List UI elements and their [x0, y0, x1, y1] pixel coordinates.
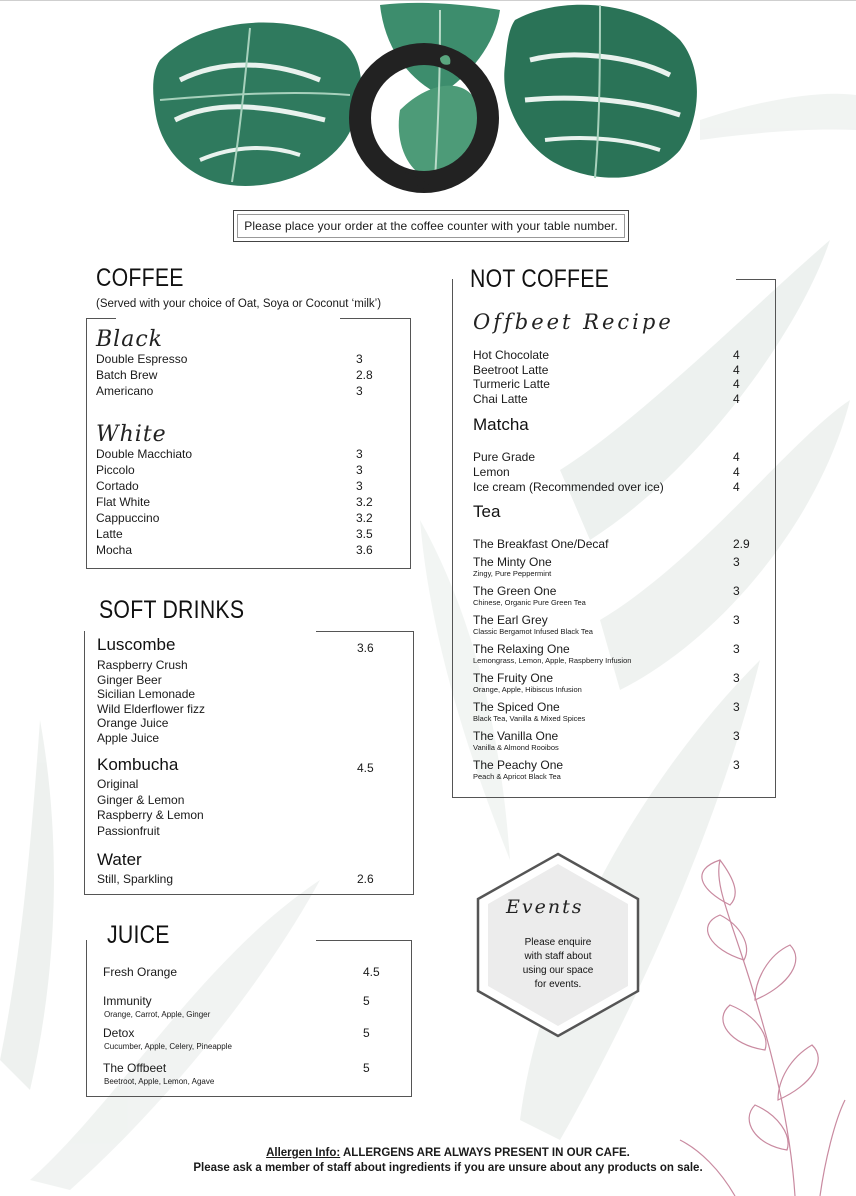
tea-item-price: 3 [733, 613, 740, 627]
kombucha-list-item: Original [97, 777, 139, 791]
water-heading: Water [97, 850, 142, 869]
monstera-leaf-right [504, 5, 697, 178]
matcha-list-item-price: 4 [733, 479, 740, 494]
offbeet-list-item-name: Chai Latte [473, 391, 528, 406]
tea-item-price: 2.9 [733, 537, 750, 551]
allergen-warning: ALLERGENS ARE ALWAYS PRESENT IN OUR CAFE. [340, 1147, 630, 1159]
luscombe-list-item: Raspberry Crush [97, 658, 188, 672]
matcha-list-item-name: Lemon [473, 464, 510, 479]
juice-item-desc: Orange, Carrot, Apple, Ginger [104, 1010, 211, 1019]
tea-item-price: 3 [733, 729, 740, 743]
tea-item-desc: Chinese, Organic Pure Green Tea [473, 598, 586, 607]
tea-heading: Tea [473, 502, 501, 521]
juice-item-price: 5 [363, 994, 370, 1008]
offbeet-list-item-price: 4 [733, 377, 740, 392]
juice-item-name: The Offbeet [103, 1061, 167, 1075]
white-list-item-name: Mocha [96, 543, 133, 557]
luscombe-list-item: Sicilian Lemonade [97, 687, 196, 702]
matcha-list-item-name: Pure Grade [473, 450, 536, 464]
black-list-item-price: 3 [356, 384, 363, 398]
tea-item-name: The Green One [473, 584, 557, 598]
white-list-item-price: 3 [356, 479, 363, 493]
order-notice-text: Please place your order at the coffee counter with your table number. [244, 219, 618, 233]
luscombe-list-item: Wild Elderflower fizz [97, 701, 206, 716]
tea-item-desc: Zingy, Pure Peppermint [473, 569, 552, 578]
events-line-3: using our space [522, 965, 594, 976]
matcha-list-item-price: 4 [733, 450, 740, 464]
tea-item-desc: Lemongrass, Lemon, Apple, Raspberry Infusion [473, 656, 632, 665]
tea-item-name: The Fruity One [473, 671, 554, 685]
offbeet-list-item-name: Beetroot Latte [473, 362, 549, 377]
juice-item-price: 4.5 [363, 965, 380, 979]
juice-item-desc: Beetroot, Apple, Lemon, Agave [104, 1077, 215, 1086]
allergen-line-1 [0, 1146, 856, 1161]
tea-item-desc: Vanilla & Almond Rooibos [473, 743, 559, 752]
juice-item-name: Detox [103, 1026, 135, 1040]
luscombe-heading: Luscombe [97, 635, 176, 654]
coffee-box-notch-right [340, 318, 411, 319]
allergen-label: Allergen Info: [266, 1147, 341, 1159]
tea-item-name: The Spiced One [473, 700, 560, 714]
tea-item-desc: Black Tea, Vanilla & Mixed Spices [473, 714, 586, 723]
offbeet-list-item-price: 4 [733, 391, 740, 406]
not-coffee-title: NOT COFFEE [470, 265, 610, 293]
tea-item-price: 3 [733, 584, 740, 598]
white-list-item-price: 3.2 [356, 495, 373, 509]
offbeet-list-item-name: Turmeric Latte [473, 377, 550, 392]
white-list-item-name: Cortado [96, 479, 139, 493]
luscombe-list-item: Ginger Beer [97, 672, 162, 687]
kombucha-list-item: Passionfruit [97, 823, 160, 838]
allergen-line-2: Please ask a member of staff about ingredients if you are unsure about any products on sale. [193, 1162, 703, 1174]
white-list-item-price: 3.6 [356, 543, 373, 557]
coffee-box-notch [86, 318, 116, 319]
coffee-milk-note: (Served with your choice of Oat, Soya or Coconut ‘milk’) [96, 298, 382, 310]
events-line-4: for events. [534, 979, 582, 990]
offbeet-list-item-name: Hot Chocolate [473, 348, 550, 362]
not-coffee-box-notch [736, 279, 776, 280]
juice-box-notch [316, 940, 412, 941]
tea-item-name: The Relaxing One [473, 642, 570, 656]
tea-item-desc: Orange, Apple, Hibiscus Infusion [473, 685, 582, 694]
kombucha-list-item: Raspberry & Lemon [97, 808, 204, 823]
order-notice [233, 210, 629, 242]
kombucha-heading: Kombucha [97, 755, 179, 774]
tea-item-name: The Breakfast One/Decaf [473, 537, 609, 551]
matcha-heading: Matcha [473, 415, 529, 434]
black-list-item-price: 2.8 [356, 368, 373, 382]
events-line-2: with staff about [524, 951, 592, 962]
tea-item-price: 3 [733, 555, 740, 569]
tea-item-price: 3 [733, 642, 740, 656]
tea-item-price: 3 [733, 700, 740, 714]
juice-item-name: Immunity [103, 994, 152, 1008]
events-badge [476, 852, 640, 1038]
white-heading: White [96, 422, 167, 447]
tea-item-name: The Vanilla One [473, 729, 559, 743]
juice-item-desc: Cucumber, Apple, Celery, Pineapple [104, 1042, 232, 1051]
white-list-item-name: Cappuccino [96, 511, 160, 525]
offbeet-list-item-price: 4 [733, 348, 740, 362]
white-list-item-price: 3.5 [356, 527, 373, 541]
luscombe-price: 3.6 [357, 641, 374, 655]
kombucha-price: 4.5 [357, 761, 374, 775]
white-list-item-price: 3 [356, 447, 363, 461]
kombucha-list-item: Ginger & Lemon [97, 792, 185, 807]
water-price: 2.6 [357, 872, 374, 886]
offbeet-list-item-price: 4 [733, 362, 740, 377]
white-list-item-price: 3 [356, 463, 363, 477]
luscombe-list-item: Apple Juice [97, 731, 160, 745]
white-list-item-name: Flat White [96, 495, 151, 509]
allergen-footer [0, 1146, 856, 1176]
black-list-item-name: Batch Brew [96, 368, 158, 382]
black-list-item-price: 3 [356, 352, 363, 366]
black-list-item-name: Americano [96, 384, 154, 398]
matcha-list-item-name: Ice cream (Recommended over ice) [473, 479, 664, 494]
white-list-item-name: Double Macchiato [96, 447, 193, 461]
tea-item-name: The Minty One [473, 555, 552, 569]
tea-item-name: The Earl Grey [473, 613, 548, 627]
tea-item-name: The Peachy One [473, 758, 564, 772]
white-list-item-price: 3.2 [356, 511, 373, 525]
white-list-item-name: Piccolo [96, 463, 135, 477]
water-options: Still, Sparkling [97, 872, 174, 886]
white-list-item-name: Latte [96, 527, 123, 541]
matcha-list-item-price: 4 [733, 464, 740, 479]
juice-item-price: 5 [363, 1061, 370, 1075]
luscombe-list-item: Orange Juice [97, 716, 169, 731]
monstera-leaf-left [153, 23, 361, 186]
black-heading: Black [96, 327, 163, 352]
juice-item-name: Fresh Orange [103, 965, 178, 979]
events-line-1: Please enquire [524, 937, 592, 948]
tea-item-desc: Classic Bergamot Infused Black Tea [473, 627, 593, 636]
juice-item-price: 5 [363, 1026, 370, 1040]
black-list-item-name: Double Espresso [96, 352, 188, 366]
tea-item-desc: Peach & Apricot Black Tea [473, 772, 561, 781]
offbeet-recipe-heading: Offbeet Recipe [473, 310, 674, 334]
soft-drinks-box-notch [316, 631, 414, 632]
juice-title: JUICE [107, 921, 170, 949]
coffee-title: COFFEE [96, 264, 184, 292]
soft-drinks-title: SOFT DRINKS [99, 596, 245, 624]
events-heading: Events [506, 896, 584, 918]
tea-item-price: 3 [733, 758, 740, 772]
tea-item-price: 3 [733, 671, 740, 685]
